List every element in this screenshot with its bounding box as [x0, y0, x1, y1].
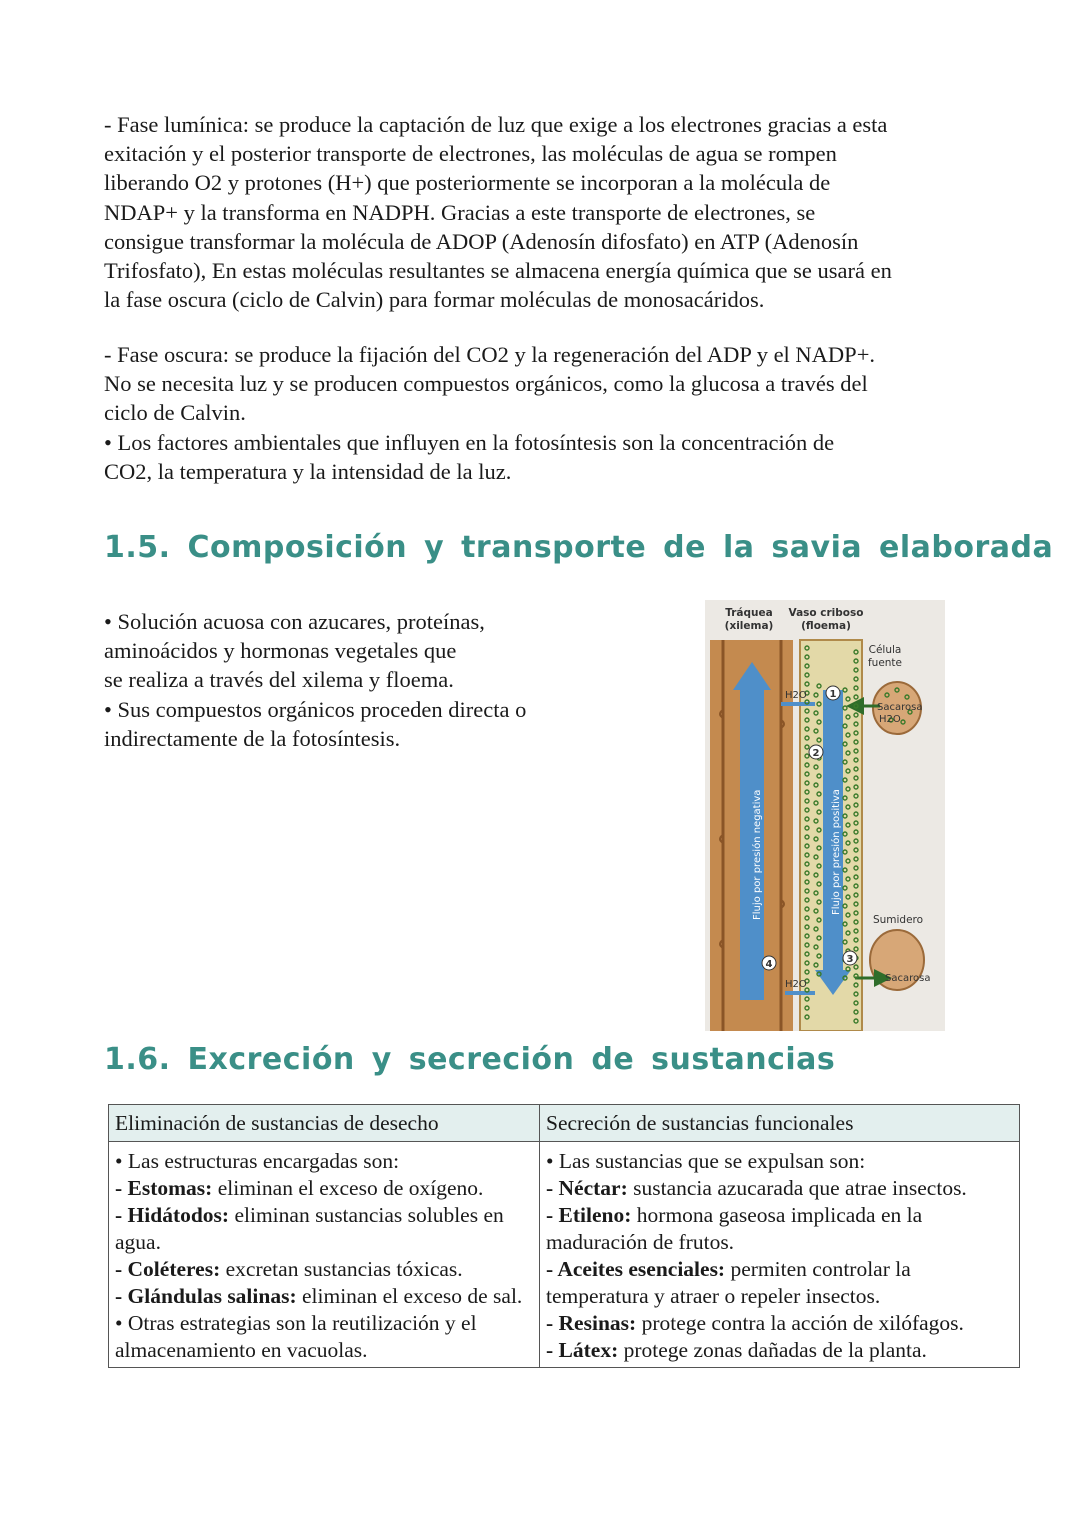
label-h2o-bottom: H2O [785, 979, 807, 990]
section-15-heading: 1.5. Composición y transporte de la savia elaborada [104, 530, 1054, 565]
table-header-row [109, 1105, 1020, 1142]
step-1 [826, 686, 840, 700]
list-item: - Glándulas salinas: eliminan el exceso de sal. [115, 1284, 523, 1308]
svg-text:4: 4 [765, 959, 773, 970]
text-line: CO2, la temperatura y la intensidad de la luz. [104, 458, 512, 484]
step-4 [762, 956, 776, 970]
transport-diagram [705, 600, 945, 1031]
savia-transport-figure [705, 600, 945, 1031]
text-line: No se necesita luz y se producen compuestos orgánicos, como la glucosa a través del [104, 371, 868, 397]
table-row [109, 1142, 1020, 1368]
cell-eliminacion [109, 1142, 540, 1368]
text-line: indirectamente de la fotosíntesis. [104, 725, 401, 751]
text-line: exitación y el posterior transporte de electrones, las moléculas de agua se rompen [104, 141, 837, 167]
text-line: aminoácidos y hormonas vegetales que [104, 638, 457, 664]
list-item: - Coléteres: excretan sustancias tóxicas. [115, 1257, 463, 1281]
list-item: • Las sustancias que se expulsan son: [546, 1149, 866, 1173]
header-secrecion: Secreción de sustancias funcionales [540, 1105, 1020, 1142]
fase-luminica-paragraph [104, 110, 1004, 314]
text-line: se realiza a través del xilema y floema. [104, 667, 454, 693]
fase-oscura-paragraph [104, 340, 1004, 486]
svg-text:3: 3 [846, 954, 854, 965]
text-line: Trifosfato), En estas moléculas resultantes se almacena energía química que se usará en [104, 258, 892, 284]
cell-secrecion [540, 1142, 1020, 1368]
list-item: - Hidátodos: eliminan sustancias solubles en agua. [115, 1203, 504, 1254]
text-line: - Fase oscura: se produce la fijación del CO2 y la regeneración del ADP y el NADP+. [104, 342, 876, 367]
label-floema: (floema) [801, 620, 851, 632]
list-item: - Látex: protege zonas dañadas de la planta. [546, 1338, 927, 1362]
list-item: - Estomas: eliminan el exceso de oxígeno. [115, 1176, 484, 1200]
label-vaso: Vaso criboso [788, 607, 864, 619]
text-line: • Solución acuosa con azucares, proteínas, [104, 609, 485, 634]
list-item: - Etileno: hormona gaseosa implicada en la maduración de frutos. [546, 1203, 923, 1254]
text-line: liberando O2 y protones (H+) que posteriormente se incorporan a la molécula de [104, 170, 831, 196]
step-3 [843, 951, 857, 965]
svg-text:2: 2 [812, 748, 820, 759]
label-h2o-top: H2O [785, 690, 807, 701]
text-line: - Fase lumínica: se produce la captación de luz que exige a los electrones gracias a esta [104, 112, 888, 137]
text-line: NDAP+ y la transforma en NADPH. Gracias a este transporte de electrones, se [104, 199, 816, 225]
text-line: ciclo de Calvin. [104, 400, 246, 426]
label-fuente: fuente [867, 657, 903, 669]
list-item: - Aceites esenciales: permiten controlar la temperatura y atraer o repeler insectos. [546, 1257, 911, 1308]
svg-text:1: 1 [829, 689, 837, 700]
list-item: - Resinas: protege contra la acción de xilófagos. [546, 1311, 964, 1335]
list-item: • Las estructuras encargadas son: [115, 1149, 400, 1173]
savia-paragraph [104, 607, 664, 753]
text-line: • Sus compuestos orgánicos proceden directa o [104, 696, 527, 722]
label-celula: Célula [868, 644, 902, 656]
label-xilema: (xilema) [724, 620, 774, 632]
label-traquea: Tráquea [725, 607, 773, 619]
label-flujo-negativa: Flujo por presión negativa [752, 789, 763, 920]
list-item: - Néctar: sustancia azucarada que atrae insectos. [546, 1176, 967, 1200]
label-sacarosa-bottom: Sacarosa [885, 973, 931, 984]
label-sumidero: Sumidero [872, 914, 924, 926]
list-item: • Otras estrategias son la reutilización y el almacenamiento en vacuolas. [115, 1311, 477, 1362]
label-flujo-positiva: Flujo por presión positiva [831, 789, 842, 915]
text-line: • Los factores ambientales que influyen en la fotosíntesis son la concentración de [104, 429, 835, 455]
text-line: la fase oscura (ciclo de Calvin) para formar moléculas de monosacáridos. [104, 287, 765, 313]
label-sacarosa-top: Sacarosa [877, 702, 923, 713]
section-16-heading: 1.6. Excreción y secreción de sustancias [104, 1042, 836, 1077]
header-eliminacion: Eliminación de sustancias de desecho [109, 1105, 540, 1142]
text-line: consigue transformar la molécula de ADOP (Adenosín difosfato) en ATP (Adenosín [104, 228, 859, 254]
label-h2o-right: H2O [879, 714, 901, 725]
excretion-secretion-table [108, 1104, 1020, 1368]
step-2 [809, 745, 823, 759]
